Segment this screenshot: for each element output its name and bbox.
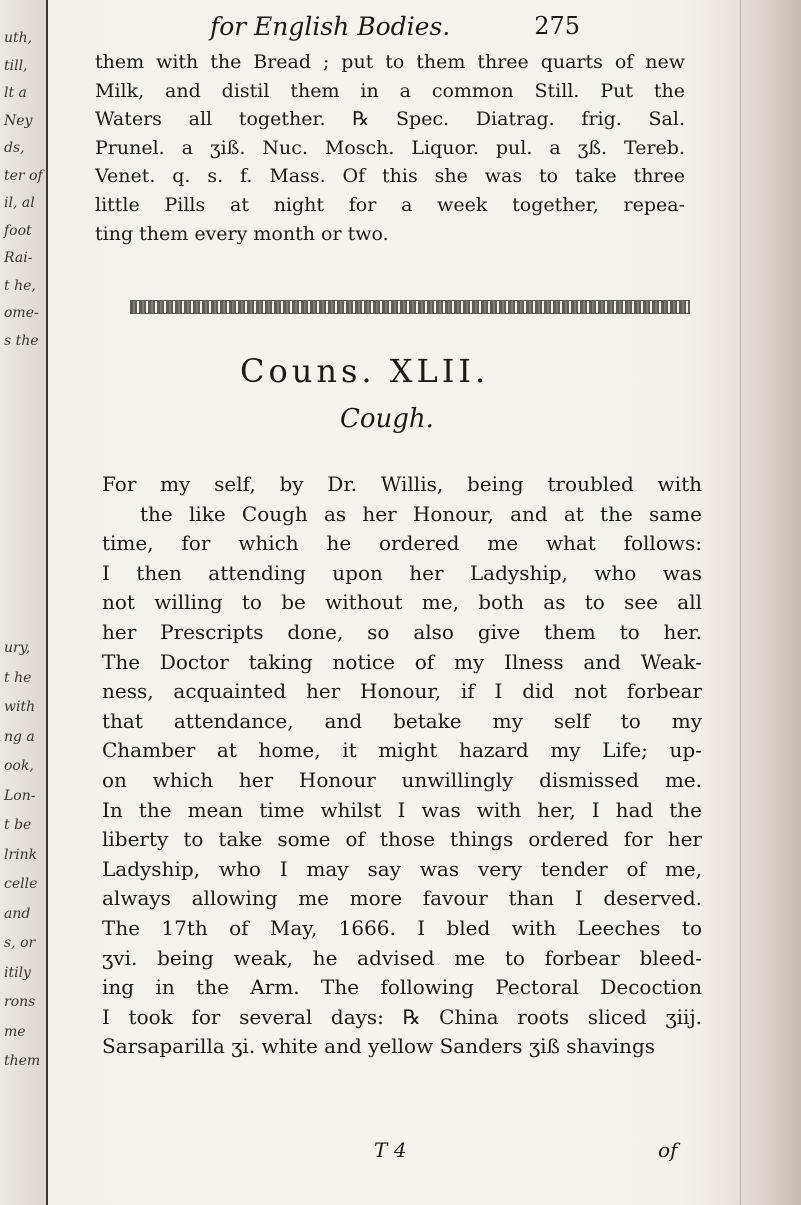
previous-page-fragment: them <box>4 1053 41 1069</box>
top-paragraph-line: Venet. q. s. f. Mass. Of this she was to take three <box>95 165 685 188</box>
previous-page-fragment: Lon- <box>4 787 36 804</box>
main-paragraph-line: In the mean time whilst I was with her, I had the <box>102 797 702 822</box>
previous-page-fragment: foot <box>4 222 32 239</box>
main-paragraph-line: liberty to take some of those things ordered for her <box>102 827 702 852</box>
main-paragraph-line: The Doctor taking notice of my Ilness and Weak- <box>102 649 702 674</box>
previous-page-edge <box>0 0 48 1205</box>
main-paragraph-line: Chamber at home, it might hazard my Life; up- <box>102 738 702 763</box>
previous-page-fragment: ds, <box>4 140 25 156</box>
main-paragraph-line: For my self, by Dr. Willis, being troubled with <box>102 472 702 496</box>
previous-page-fragment: s the <box>4 332 39 349</box>
previous-page-fragment: t be <box>4 817 32 833</box>
signature-mark: T 4 <box>374 1138 407 1162</box>
section-subheading: Cough. <box>340 404 434 434</box>
top-paragraph-line: Waters all together. ℞ Spec. Diatrag. frig. Sal. <box>95 108 685 131</box>
main-paragraph-line: The 17th of May, 1666. I bled with Leeches to <box>102 915 702 940</box>
running-header <box>210 10 580 44</box>
previous-page-fragment: and <box>4 905 31 922</box>
previous-page-fragment: me <box>4 1023 26 1040</box>
page-number: 275 <box>534 12 580 40</box>
main-paragraph-line: ʒvi. being weak, he advised me to forbear bleed- <box>102 945 702 970</box>
main-paragraph-line: Ladyship, who I may say was very tender of me, <box>102 856 702 881</box>
previous-page-fragment: uth, <box>4 30 33 46</box>
main-paragraph-line: not willing to be without me, both as to see all <box>102 590 702 615</box>
top-paragraph-line: Milk, and distil them in a common Still. Put the <box>95 79 685 102</box>
previous-page-fragment: itily <box>4 964 31 981</box>
previous-page-fragment: ter of <box>4 167 43 184</box>
main-paragraph-line: I then attending upon her Ladyship, who was <box>102 560 702 585</box>
page-shadow-right <box>705 0 801 1205</box>
previous-page-fragment: ook, <box>4 758 34 774</box>
previous-page-fragment: lt a <box>4 85 27 101</box>
main-paragraph-line: the like Cough as her Honour, and at the same <box>140 501 702 526</box>
header-title: English Bodies. <box>254 12 451 41</box>
main-paragraph-line: ing in the Arm. The following Pectoral Decoction <box>102 975 702 1000</box>
top-paragraph-line: Prunel. a ʒiß. Nuc. Mosch. Liquor. pul. a ʒß. Tereb. <box>95 136 685 159</box>
previous-page-fragment: ome- <box>4 305 39 321</box>
previous-page-fragment: lrink <box>4 846 38 863</box>
previous-page-fragment: t he <box>4 669 32 686</box>
catchword: of <box>658 1138 678 1162</box>
top-paragraph-line: them with the Bread ; put to them three quarts of new <box>95 51 685 73</box>
main-paragraph-line: that attendance, and betake my self to my <box>102 708 702 733</box>
previous-page-fragment: with <box>4 699 36 715</box>
main-paragraph-line: time, for which he ordered me what follows: <box>102 531 702 556</box>
page-edge-rule <box>740 0 741 1205</box>
main-paragraph-line: ness, acquainted her Honour, if I did not forbear <box>102 679 702 704</box>
main-paragraph-line: I took for several days: ℞ China roots sliced ʒiij. <box>102 1004 702 1029</box>
section-heading: Couns. XLII. <box>240 352 490 390</box>
previous-page-fragment: ury, <box>4 640 31 656</box>
main-paragraph-line: always allowing me more favour than I deserved. <box>102 886 702 911</box>
previous-page-fragment: il, al <box>4 195 35 211</box>
main-paragraph-line: Sarsaparilla ʒi. white and yellow Sanders ʒiß shavings <box>102 1034 656 1059</box>
top-paragraph-line: little Pills at night for a week together, repea- <box>95 193 685 216</box>
previous-page-fragment: Rai- <box>4 250 33 266</box>
main-paragraph-line: her Prescripts done, so also give them to her. <box>102 619 702 644</box>
decorative-rule <box>130 300 690 314</box>
top-paragraph <box>95 48 685 248</box>
main-paragraph <box>102 470 702 1062</box>
previous-page-fragment: rons <box>4 994 36 1010</box>
previous-page-fragment: ng a <box>4 728 35 745</box>
previous-page-fragment: s, or <box>4 935 36 951</box>
previous-page-fragment: till, <box>4 57 28 74</box>
top-paragraph-line: ting them every month or two. <box>95 222 389 245</box>
previous-page-fragment: t he, <box>4 277 36 294</box>
main-paragraph-line: on which her Honour unwillingly dismissed me. <box>102 767 702 792</box>
previous-page-fragment: celle <box>4 876 38 892</box>
header-for: for <box>210 12 247 41</box>
previous-page-fragment: Ney <box>4 112 33 129</box>
